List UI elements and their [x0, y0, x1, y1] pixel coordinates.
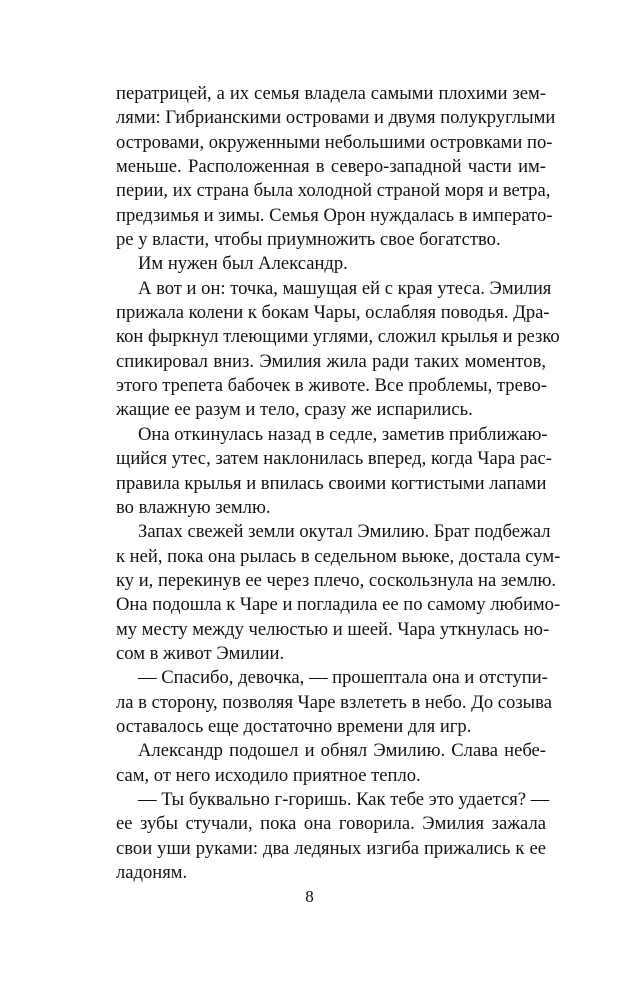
text-line: ре у власти, чтобы приумножить свое богатство.: [116, 229, 501, 251]
text-line: кон фыркнул тлеющими углями, сложил крылья и резко: [116, 326, 560, 348]
text-line: — Спасибо, девочка, — прошептала она и отступи-: [138, 667, 548, 689]
text-line: прижала колени к бокам Чары, ослабляя поводья. Дра-: [116, 302, 550, 324]
text-line: меньше. Расположенная в северо-западной части им-: [116, 156, 546, 178]
text-line: Александр подошел и обнял Эмилию. Слава небе-: [138, 740, 546, 762]
text-line: свои уши руками: два ледяных изгиба прижались к ее: [116, 837, 546, 859]
text-line: щийся утес, затем наклонилась вперед, когда Чара рас-: [116, 448, 552, 470]
text-line: Запах свежей земли окутал Эмилию. Брат подбежал: [138, 521, 551, 543]
text-line: правила крылья и впилась своими когтистыми лапами: [116, 472, 547, 494]
text-line: перии, их страна была холодной страной моря и ветра,: [116, 180, 551, 202]
text-line: спикировал вниз. Эмилия жила ради таких моментов,: [116, 350, 546, 372]
text-line: островами, окруженными небольшими островками по-: [116, 131, 553, 153]
text-line: оставалось еще достаточно времени для игр.: [116, 715, 472, 737]
text-line: А вот и он: точка, машущая ей с края утеса. Эмилия: [138, 277, 552, 299]
text-line: ку и, перекинув ее через плечо, соскользнула на землю.: [116, 569, 557, 591]
text-line: ла в сторону, позволяя Чаре взлететь в небо. До созыва: [116, 691, 552, 713]
text-line: сом в живот Эмилии.: [116, 642, 285, 664]
page-number: 8: [305, 887, 314, 906]
text-line: сам, от него исходило приятное тепло.: [116, 764, 421, 786]
body-text: [116, 82, 561, 885]
text-line: этого трепета бабочек в животе. Все проблемы, трево-: [116, 375, 547, 397]
text-line: во влажную землю.: [116, 496, 271, 518]
text-line: Им нужен был Александр.: [138, 253, 348, 275]
text-line: предзимья и зимы. Семья Орон нуждалась в императо-: [116, 204, 553, 226]
text-line: лями: Гибрианскими островами и двумя полукруглыми: [116, 107, 556, 129]
text-line: Она откинулась назад в седле, заметив приближаю-: [138, 423, 548, 445]
text-line: ладоням.: [116, 862, 188, 883]
text-line: му месту между челюстью и шеей. Чара уткнулась но-: [116, 618, 550, 640]
text-line: ее зубы стучали, пока она говорила. Эмилия зажала: [116, 813, 546, 835]
text-line: — Ты буквально г-горишь. Как тебе это удается? —: [138, 788, 550, 810]
text-line: Она подошла к Чаре и погладила ее по самому любимо-: [116, 594, 561, 616]
text-line: жащие ее разум и тело, сразу же испарились.: [116, 399, 473, 421]
text-line: к ней, пока она рылась в седельном вьюке, достала сум-: [116, 545, 561, 567]
text-line: ператрицей, а их семья владела самыми плохими зем-: [116, 83, 546, 104]
